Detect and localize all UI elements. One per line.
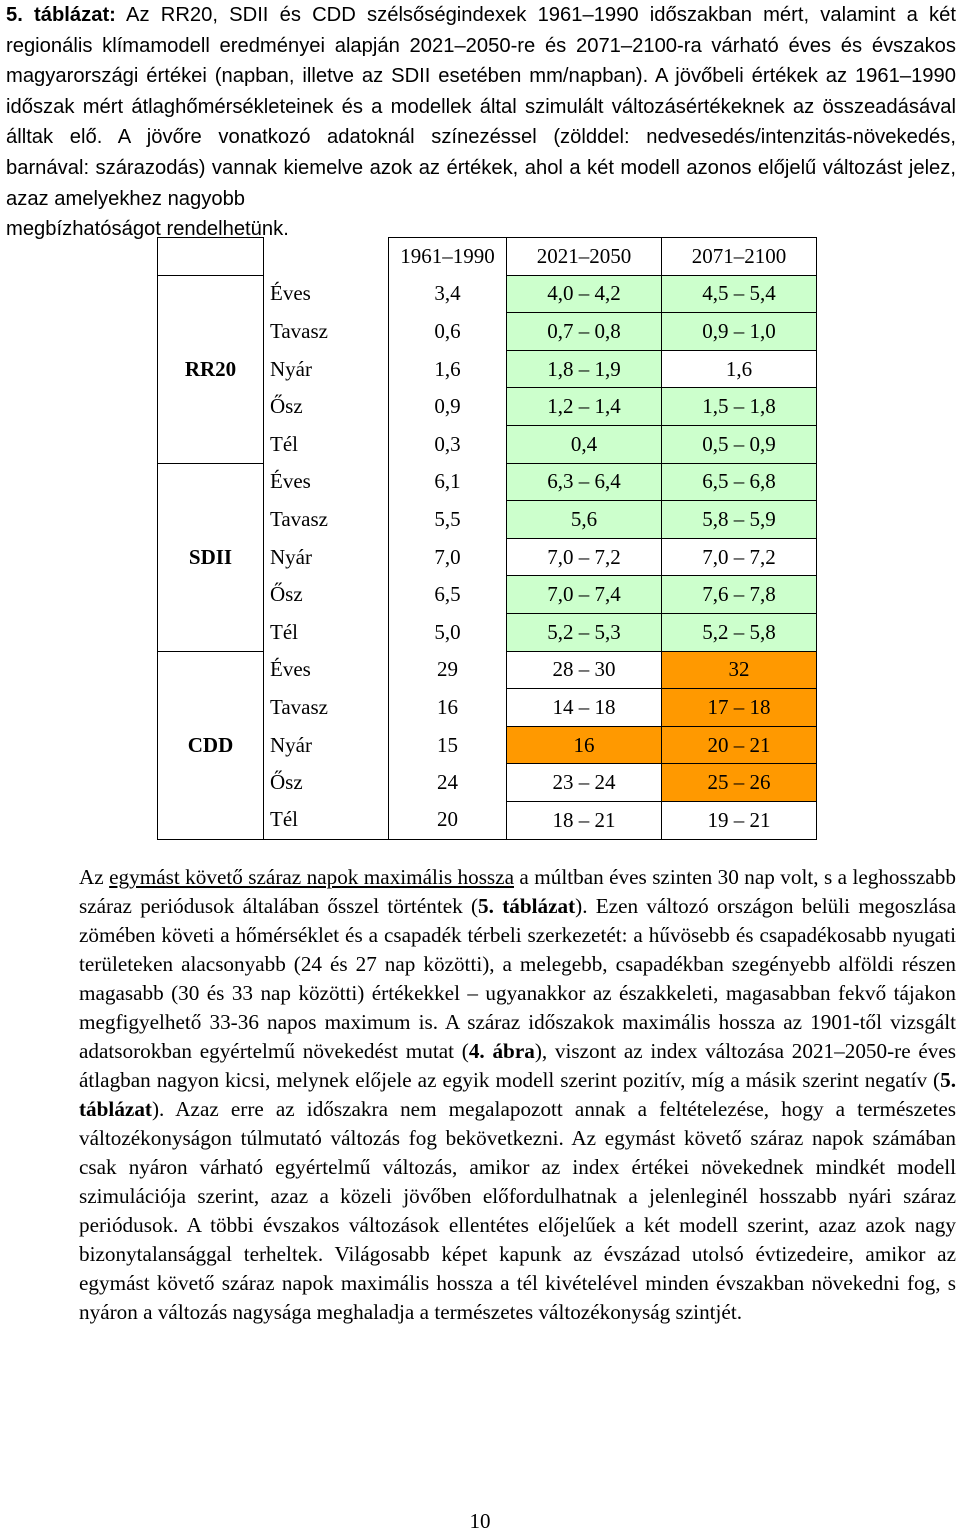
table-header-row (158, 238, 817, 276)
projection-2071-2100: 19 – 21 (662, 801, 817, 839)
text-run: ). Azaz erre az időszakra nem megalapozott annak a feltételezése, hogy a természetes változékonyságon túlmutató változás fog bekövetkezni. Az egymást követő száraz napok számában csak nyáron várható egyértelmű változás, amikor az index értékei növekednek mindkét modell szimulációja szerint, azaz a közeli jövőben előfordulhatnak a jelenleginél hosszabb nyári száraz periódusok. A többi évszakos változások ellentétes előjelűek a két modell szerint, azaz azok nagy bizonytalansággal terheltek. Világosabb képet kapunk az évszázad utolsó évtizedeire, amikor az egymást követő száraz napok maximális hossza a tél kivételével minden évszakban növekedni fog, s nyáron a változás nagysága meghaladja a természetes változékonyság szintjét. (79, 1097, 956, 1324)
season-label: Tél (264, 801, 389, 839)
baseline-value: 16 (389, 689, 507, 727)
baseline-value: 6,5 (389, 576, 507, 614)
season-label: Tél (270, 619, 298, 644)
projection-2021-2050: 5,6 (507, 501, 662, 539)
projection-2021-2050: 16 (507, 726, 662, 764)
header-blank-season (264, 238, 389, 276)
header-blank (158, 238, 264, 276)
projection-2071-2100: 25 – 26 (662, 764, 817, 802)
projection-2021-2050: 0,4 (507, 425, 662, 463)
page-number: 10 (469, 1509, 491, 1533)
projection-2071-2100: 32 (662, 651, 817, 689)
projection-2071-2100: 1,6 (662, 350, 817, 388)
table-row (158, 651, 817, 689)
projection-2071-2100: 5,8 – 5,9 (662, 501, 817, 539)
season-label: Nyár (270, 544, 312, 569)
projection-2021-2050: 0,7 – 0,8 (507, 313, 662, 351)
table-caption (6, 0, 956, 245)
baseline-value: 0,9 (389, 388, 507, 426)
group-label: SDII (158, 463, 264, 651)
projection-2071-2100: 7,6 – 7,8 (662, 576, 817, 614)
projection-2021-2050: 23 – 24 (507, 764, 662, 802)
projection-2021-2050: 7,0 – 7,4 (507, 576, 662, 614)
table-row (158, 463, 817, 501)
baseline-value: 5,5 (389, 501, 507, 539)
projection-2071-2100: 4,5 – 5,4 (662, 275, 817, 313)
projection-2021-2050: 1,2 – 1,4 (507, 388, 662, 426)
baseline-value: 0,3 (389, 425, 507, 463)
season-label: Ősz (270, 582, 303, 607)
season-label: Nyár (270, 356, 312, 381)
text-run: ). Ezen változó országon belüli megoszlása zömében követi a hőmérséklet és a csapadék térbeli szerkezetét: a hűvösebb és csapadékosabb nyugati területeken alacsonyabb (24 és 27 nap közötti), a melegebb, csapadékban szegényebb alföldi részen magasabb (30 és 33 nap közötti) értékekkel – ugyanakkor az északkeleti, magasabban fekvő tájakon megfigyelhető 33-36 napos maximum is. A száraz időszakok maximális hossza az 1901-től vizsgált adatsorokban egyértelmű növekedést mutat ( (79, 894, 956, 1063)
baseline-value: 29 (389, 651, 507, 689)
body-paragraph (6, 863, 956, 1327)
header-period-2: 2021–2050 (507, 238, 662, 276)
baseline-value: 24 (389, 764, 507, 802)
projection-2021-2050: 14 – 18 (507, 689, 662, 727)
projection-2021-2050: 4,0 – 4,2 (507, 275, 662, 313)
baseline-value: 0,6 (389, 313, 507, 351)
baseline-value: 6,1 (389, 463, 507, 501)
baseline-value: 1,6 (389, 350, 507, 388)
paragraph-text (6, 863, 956, 1327)
season-label: Tél (270, 431, 298, 456)
season-label: Ősz (270, 394, 303, 419)
projection-2071-2100: 17 – 18 (662, 689, 817, 727)
projection-2071-2100: 1,5 – 1,8 (662, 388, 817, 426)
text-run: ), viszont az index változása 2021–2050-re éves átlagban nagyon kicsi, melynek előjele az egyik modell szerint pozitív, míg a másik szerint negatív ( (79, 1039, 956, 1092)
projection-2021-2050: 7,0 – 7,2 (507, 538, 662, 576)
table-reference: 5. táblázat (79, 1068, 956, 1121)
group-label: CDD (158, 651, 264, 839)
projection-2071-2100: 7,0 – 7,2 (662, 538, 817, 576)
header-period-1: 1961–1990 (389, 238, 507, 276)
projection-2021-2050: 6,3 – 6,4 (507, 463, 662, 501)
projection-2021-2050: 18 – 21 (507, 801, 662, 839)
season-label: Tavasz (270, 694, 328, 719)
baseline-value: 15 (389, 726, 507, 764)
baseline-value: 3,4 (389, 275, 507, 313)
projection-2071-2100: 0,5 – 0,9 (662, 425, 817, 463)
projection-2021-2050: 1,8 – 1,9 (507, 350, 662, 388)
caption-last-line: megbízhatóságot rendelhetünk. (6, 218, 289, 241)
season-label: Tavasz (270, 318, 328, 343)
projection-2021-2050: 5,2 – 5,3 (507, 613, 662, 651)
text-run: Az (79, 865, 110, 889)
baseline-value: 7,0 (389, 538, 507, 576)
table-row (158, 275, 817, 313)
projection-2021-2050: 28 – 30 (507, 651, 662, 689)
projection-2071-2100: 5,2 – 5,8 (662, 613, 817, 651)
season-label: Ősz (270, 770, 303, 795)
caption-label: 5. táblázat: (6, 4, 116, 26)
season-label: Éves (270, 469, 311, 494)
baseline-value: 5,0 (389, 613, 507, 651)
baseline-value: 20 (389, 801, 507, 839)
season-label: Éves (270, 657, 311, 682)
projection-2071-2100: 6,5 – 6,8 (662, 463, 817, 501)
season-label: Nyár (270, 732, 312, 757)
text-run: a múltban éves szinten 30 nap volt, s a leghosszabb száraz periódusok általában ősszel történtek ( (79, 865, 956, 918)
figure-reference: 4. ábra (468, 1039, 535, 1063)
season-label: Éves (270, 281, 311, 306)
group-label: RR20 (158, 275, 264, 463)
header-period-3: 2071–2100 (662, 238, 817, 276)
projection-2071-2100: 0,9 – 1,0 (662, 313, 817, 351)
table-body (158, 238, 817, 840)
table-reference: 5. táblázat (478, 894, 576, 918)
season-label: Tavasz (270, 506, 328, 531)
underlined-term: egymást követő száraz napok maximális hossza (109, 865, 514, 889)
caption-text: Az RR20, SDII és CDD szélsőségindexek 1961–1990 időszakban mért, valamint a két regionális klímamodell eredményei alapján 2021–2050-re és 2071–2100-ra várható éves és évszakos magyarországi értékei (napban, illetve az SDII esetében mm/napban). A jövőbeli értékek az 1961–1990 időszak mért átlaghőmérsékleteinek és a modellek által szimulált változásértékeknek az összeadásával álltak elő. A jövőre vonatkozó adatoknál színezéssel (zölddel: nedvesedés/intenzitás-növekedés, barnával: szárazodás) vannak kiemelve azok az értékek, ahol a két modell azonos előjelű változást jelez, azaz amelyekhez nagyobb (6, 4, 956, 210)
projection-2071-2100: 20 – 21 (662, 726, 817, 764)
indices-table (157, 237, 817, 840)
